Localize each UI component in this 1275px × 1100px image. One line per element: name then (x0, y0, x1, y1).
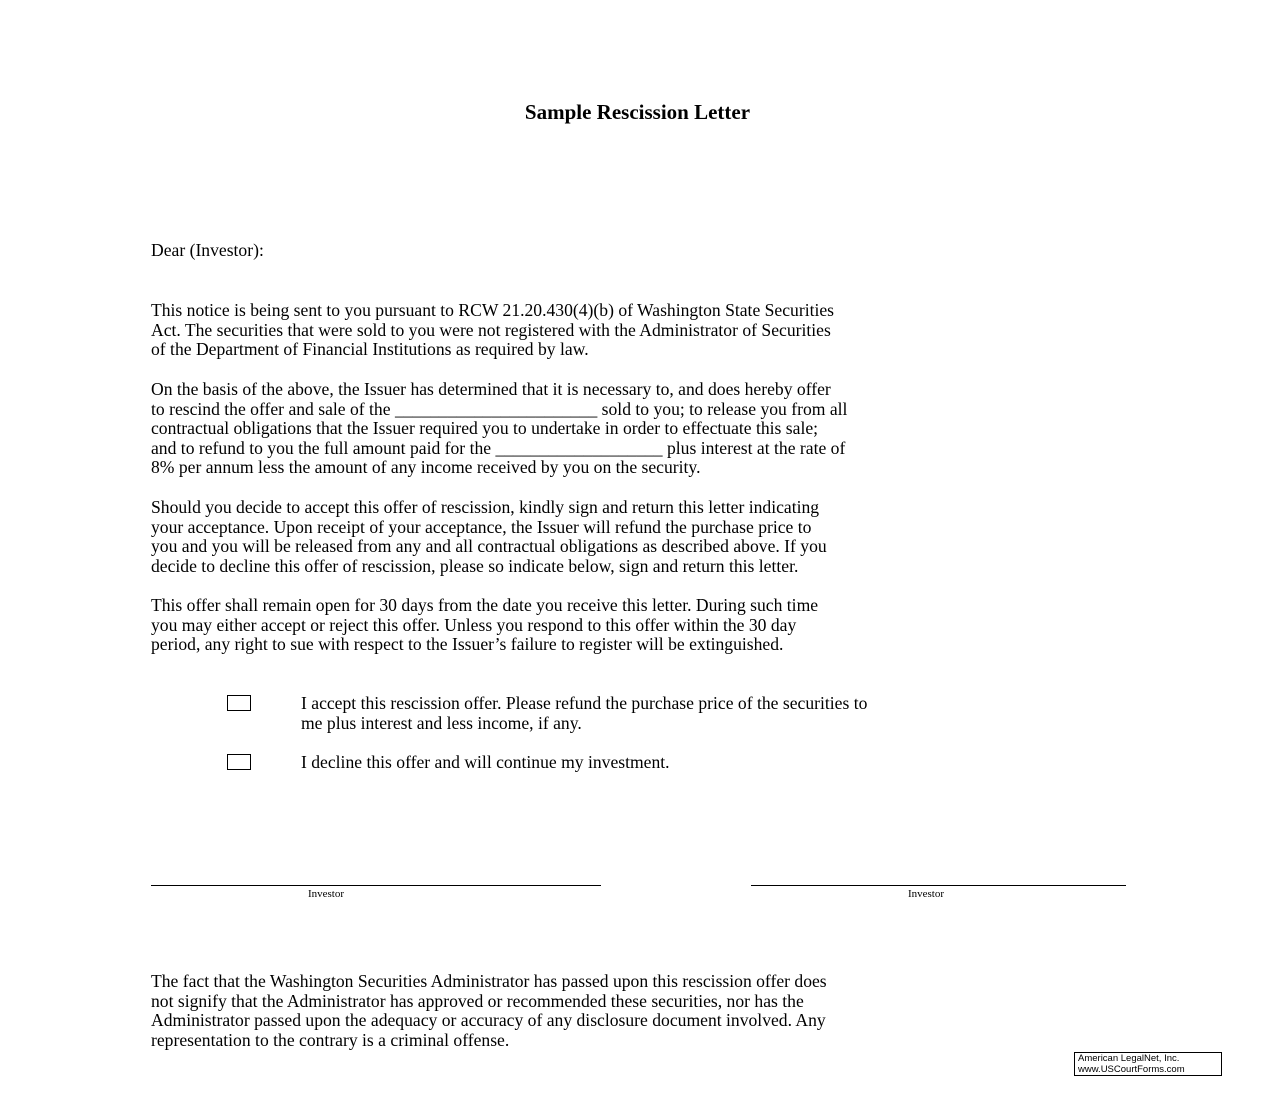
paragraph-line: This offer shall remain open for 30 days from the date you receive this letter. During such time (151, 595, 819, 615)
stamp-line: www.USCourtForms.com (1078, 1063, 1185, 1075)
investor-signature-line-left[interactable] (151, 885, 601, 886)
paragraph-line: and to refund to you the full amount paid for the ___________________ plus interest at the rate of (151, 437, 846, 458)
paragraph-line: of the Department of Financial Institutions as required by law. (151, 339, 589, 360)
option-line: I accept this rescission offer. Please refund the purchase price of the securities to (301, 693, 868, 713)
paragraph-line: not signify that the Administrator has approved or recommended these securities, nor has the (151, 990, 804, 1011)
salutation: Dear (Investor): (151, 240, 264, 260)
paragraph-line: Administrator passed upon the adequacy or accuracy of any disclosure document involved. Any (151, 1010, 826, 1031)
paragraph-line: you and you will be released from any and all contractual obligations as described above. If you (151, 536, 827, 557)
paragraph-line: representation to the contrary is a criminal offense. (151, 1029, 510, 1050)
paragraph-line: your acceptance. Upon receipt of your acceptance, the Issuer will refund the purchase price to (151, 516, 812, 537)
paragraph-line: 8% per annum less the amount of any income received by you on the security. (151, 457, 701, 478)
paragraph-line: This notice is being sent to you pursuant to RCW 21.20.430(4)(b) of Washington State Securities (151, 300, 835, 320)
paragraph-acceptance (151, 498, 1141, 576)
paragraph-line: On the basis of the above, the Issuer has determined that it is necessary to, and does hereby offer (151, 379, 831, 399)
document-title: Sample Rescission Letter (524, 100, 751, 124)
investor-signature-line-right[interactable] (751, 885, 1126, 886)
accept-option-label (301, 694, 867, 733)
paragraph-line: decide to decline this offer of rescission, please so indicate below, sign and return this letter. (151, 555, 799, 576)
investor-signature-label-left: Investor (307, 888, 345, 900)
stamp-line: American LegalNet, Inc. (1078, 1053, 1180, 1064)
disclaimer-paragraph (151, 972, 1141, 1050)
paragraph-offer (151, 380, 1141, 478)
option-line: me plus interest and less income, if any. (301, 712, 582, 733)
decline-checkbox[interactable] (227, 754, 251, 770)
accept-checkbox[interactable] (227, 695, 251, 711)
paragraph-line: contractual obligations that the Issuer required you to undertake in order to effectuate this sale; (151, 418, 819, 439)
paragraph-line: you may either accept or reject this offer. Unless you respond to this offer within the 30 day (151, 614, 797, 635)
paragraph-line: The fact that the Washington Securities Administrator has passed upon this rescission offer does (151, 971, 827, 991)
paragraph-line: Should you decide to accept this offer of rescission, kindly sign and return this letter indicating (151, 497, 820, 517)
publisher-stamp (1074, 1052, 1222, 1076)
paragraph-line: to rescind the offer and sale of the _______________________ sold to you; to release you from all (151, 398, 848, 419)
investor-signature-label-right: Investor (907, 888, 945, 900)
paragraph-line: Act. The securities that were sold to you were not registered with the Administrator of Securities (151, 319, 831, 340)
decline-option-label: I decline this offer and will continue my investment. (301, 752, 670, 772)
paragraph-notice (151, 301, 1141, 360)
paragraph-deadline (151, 596, 1141, 655)
paragraph-line: period, any right to sue with respect to the Issuer’s failure to register will be extinguished. (151, 634, 784, 655)
